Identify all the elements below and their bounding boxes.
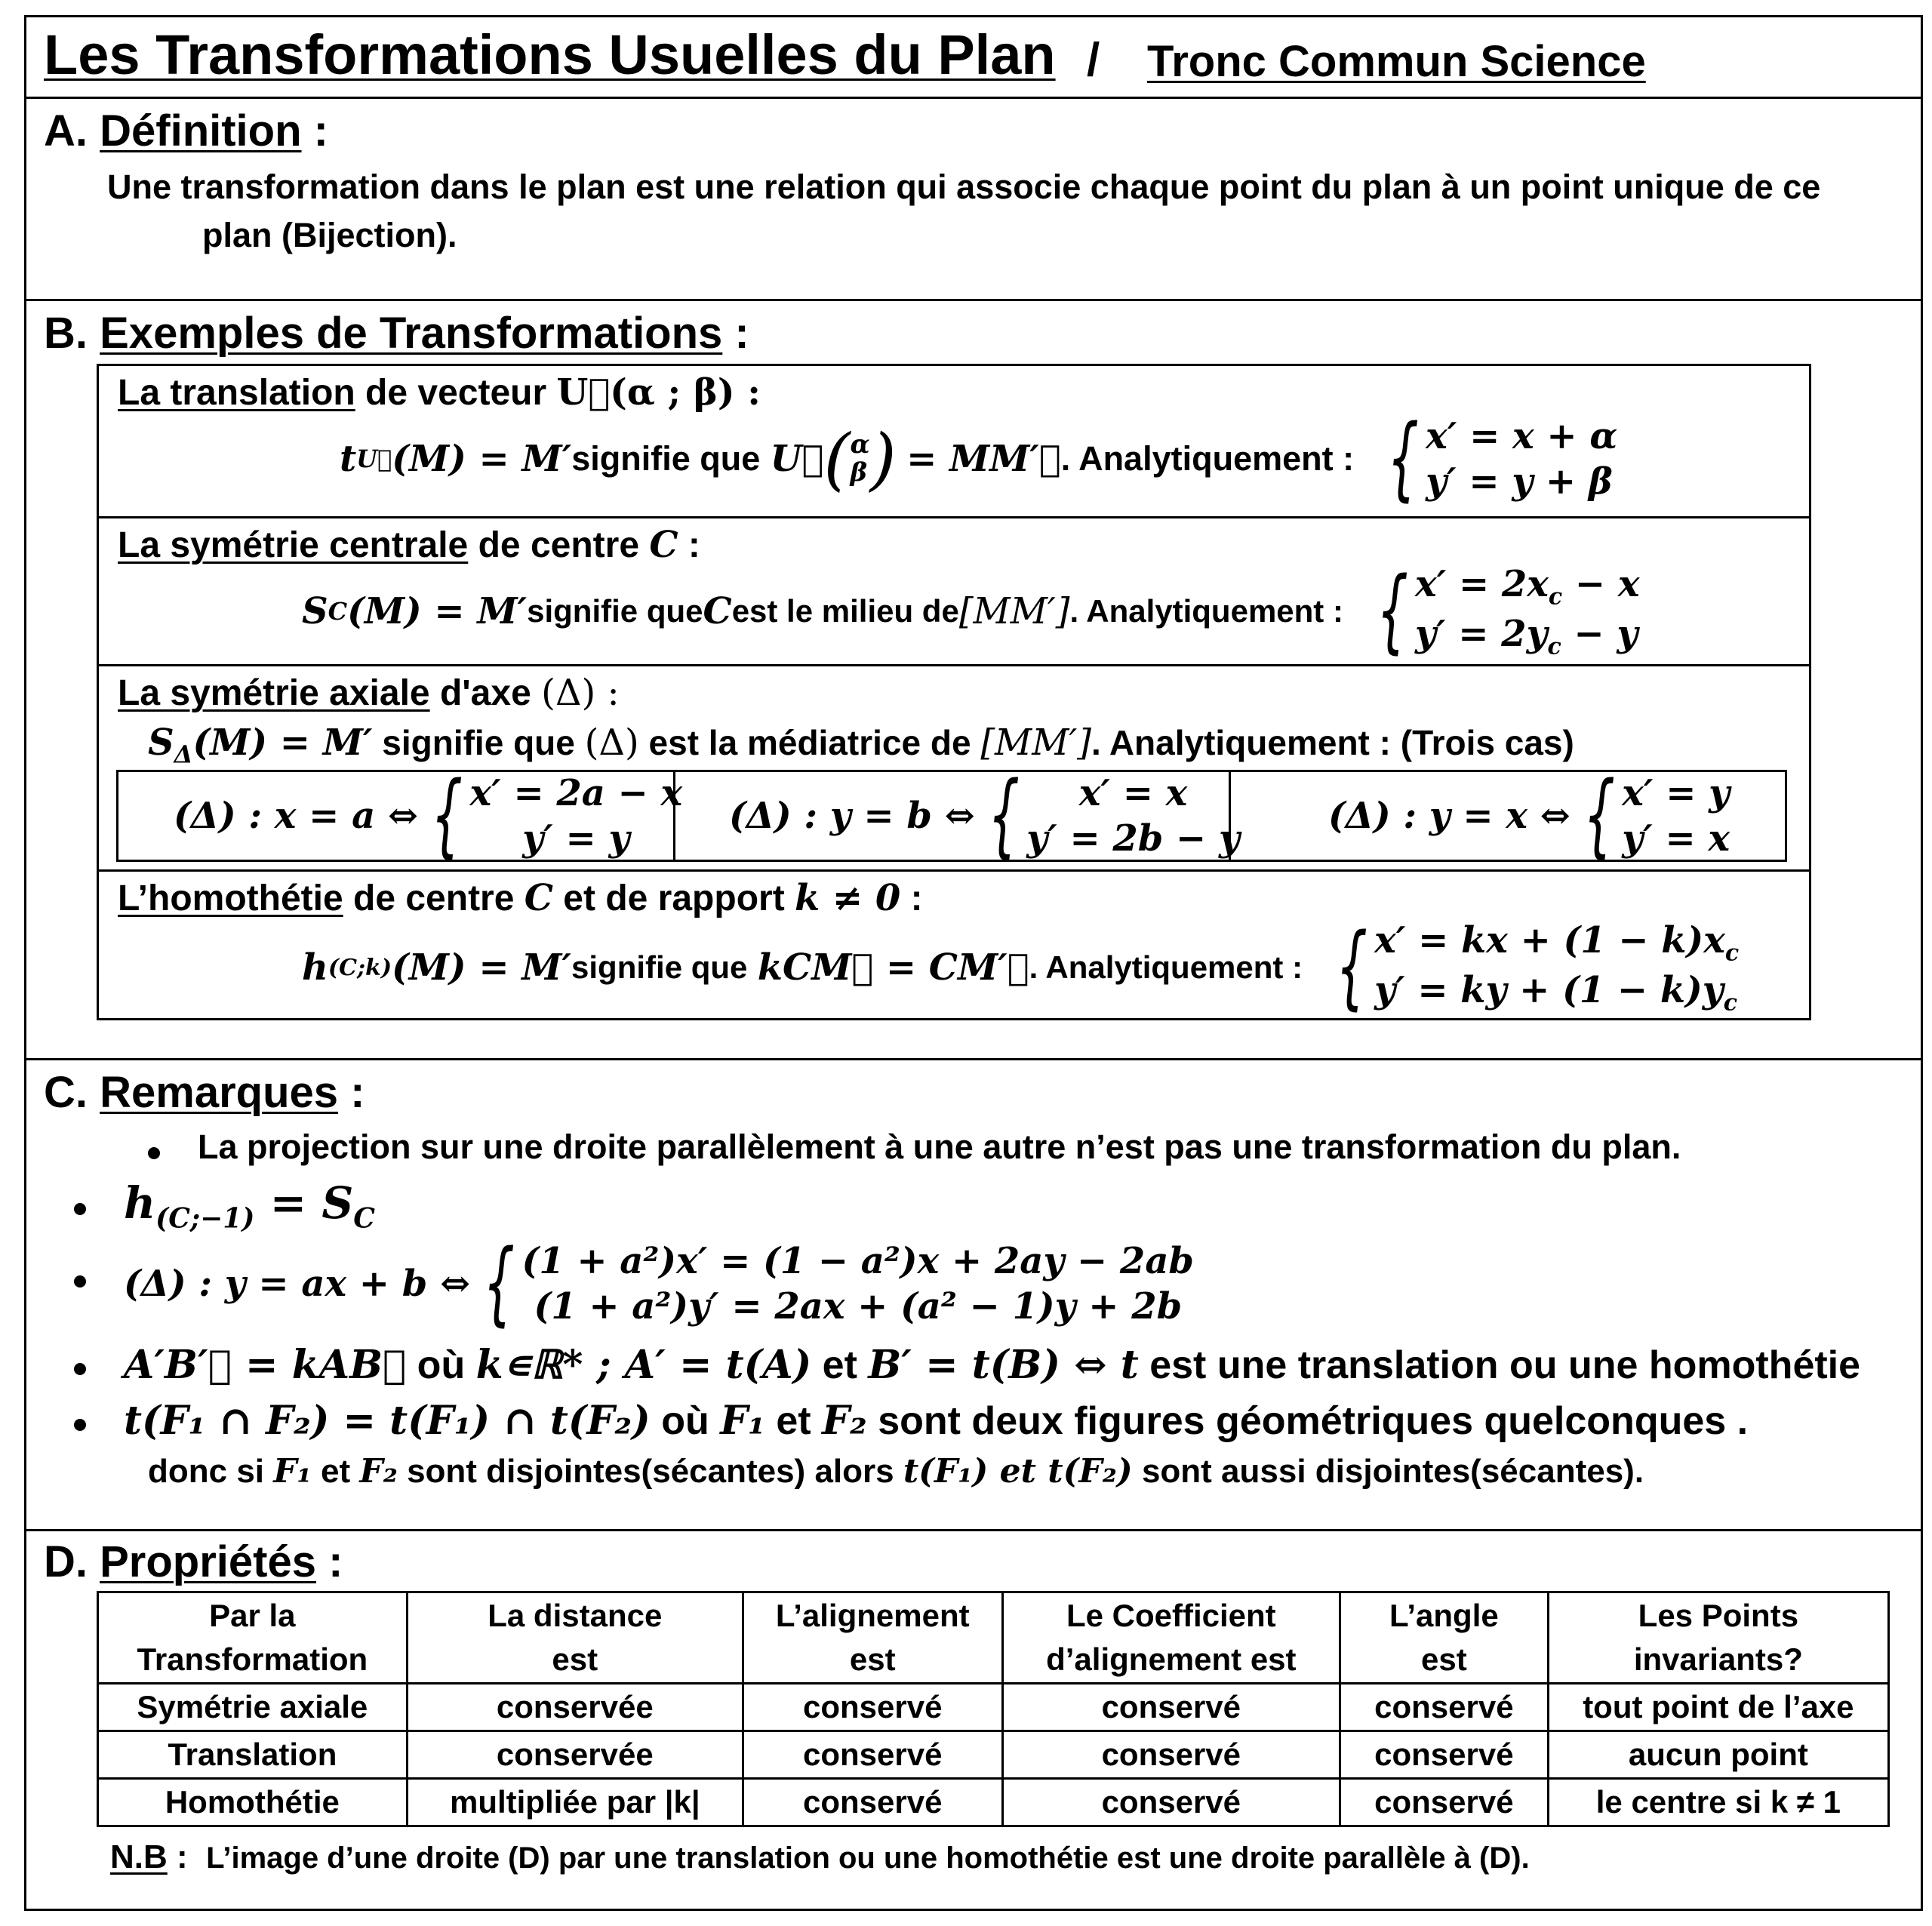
- central-symmetry-heading: La symétrie centrale de centre C :: [118, 524, 700, 566]
- table-header-cell: Par la Transformation: [98, 1592, 408, 1684]
- table-header-row: [98, 1592, 1889, 1684]
- remark-3: (Δ) : y = ax + b ⇔ { (1 + a²)x′ = (1 − a²)x + 2ay − 2ab (1 + a²)y′ = 2ax + (a² − 1)y + 2b: [124, 1231, 1194, 1336]
- divider: [97, 664, 1811, 666]
- table-cell: le centre si k ≠ 1: [1548, 1779, 1888, 1826]
- divider: [97, 516, 1811, 518]
- title-separator: /: [1087, 34, 1100, 86]
- axial-case-2: (Δ) : y = b ⇔ { x′ = x y′ = 2b − y: [729, 763, 1240, 868]
- bullet-icon: [74, 1275, 86, 1288]
- page-subtitle: Tronc Commun Science: [1147, 37, 1646, 86]
- table-header-cell: L’alignement est: [743, 1592, 1002, 1684]
- table-header-cell: La distance est: [407, 1592, 743, 1684]
- table-cell: conservé: [1340, 1779, 1549, 1826]
- remark-2: $h_{(C;-1)} = S_C$: [124, 1177, 375, 1235]
- bullet-icon: [74, 1203, 86, 1215]
- table-cell: conservé: [1002, 1779, 1340, 1826]
- homothety-formula: h (C;k) (M) = M′ signifie que kCM⃗ = CM′⃗ . Analytiquement : { x′ = kx + $(1 - k)x_c$ y′ = ky + $(1 - k)y_c$: [302, 915, 1740, 1020]
- table-cell: conservée: [407, 1731, 743, 1779]
- bullet-icon: [148, 1147, 160, 1159]
- table-cell: Symétrie axiale: [98, 1684, 408, 1731]
- table-cell: conservé: [1340, 1684, 1549, 1731]
- table-cell: conservé: [743, 1779, 1002, 1826]
- table-row: [98, 1731, 1889, 1779]
- section-d-heading: D. Propriétés :: [44, 1537, 343, 1586]
- table-cell: Homothétie: [98, 1779, 408, 1826]
- axial-case-1: (Δ) : x = a ⇔ { x′ = 2a − x y′ = y: [174, 763, 683, 868]
- bullet-icon: [74, 1419, 86, 1431]
- axial-case-3: (Δ) : y = x ⇔ { x′ = y y′ = x: [1328, 763, 1730, 868]
- table-cell: multipliée par |k|: [407, 1779, 743, 1826]
- divider: [97, 869, 1811, 872]
- divider: [24, 97, 1923, 99]
- table-row: [98, 1779, 1889, 1826]
- table-header-cell: Le Coefficient d’alignement est: [1002, 1592, 1340, 1684]
- divider: [24, 299, 1923, 301]
- remark-5: t(F₁ ∩ F₂) = t(F₁) ∩ t(F₂) où F₁ et F₂ sont deux figures géométriques quelconques .: [124, 1398, 1749, 1444]
- table-cell: aucun point: [1548, 1731, 1888, 1779]
- table-header-cell: Les Points invariants?: [1548, 1592, 1888, 1684]
- table-cell: tout point de l’axe: [1548, 1684, 1888, 1731]
- translation-formula: t U⃗ (M) = M′ signifie que U⃗ ( α β ) = MM′⃗ . Analytiquement : { x′ = x + α y′ = y + β: [340, 406, 1618, 511]
- table-cell: conservée: [407, 1684, 743, 1731]
- divider: [24, 1529, 1923, 1531]
- section-c-heading: C. Remarques :: [44, 1068, 365, 1117]
- table-row: [98, 1684, 1889, 1731]
- table-cell: conservé: [743, 1684, 1002, 1731]
- axial-symmetry-heading: La symétrie axiale d'axe (Δ) :: [118, 672, 620, 714]
- table-cell: conservé: [1002, 1731, 1340, 1779]
- table-cell: conservé: [1340, 1731, 1549, 1779]
- table-cell: conservé: [743, 1731, 1002, 1779]
- properties-table: [97, 1591, 1890, 1827]
- remark-1: La projection sur une droite parallèlement à une autre n’est pas une transformation du plan.: [198, 1128, 1681, 1166]
- axial-symmetry-formula: $S_\Delta(M) = M'$ signifie que (Δ) est la médiatrice de [MM′]. Analytiquement : (Trois cas): [148, 721, 1574, 769]
- central-symmetry-formula: S C (M) = M′ signifie que C est le milieu de [MM′] . Analytiquement : { $x' = 2x_c - x$ $y' = 2y_c - y$: [302, 558, 1640, 663]
- remark-5-continuation: donc si F₁ et F₂ sont disjointes(sécantes) alors t(F₁) et t(F₂) sont aussi disjointes(sécantes).: [148, 1452, 1644, 1491]
- table-header-cell: L’angle est: [1340, 1592, 1549, 1684]
- definition-line-1: Une transformation dans le plan est une relation qui associe chaque point du plan à un point unique de ce: [107, 168, 1821, 206]
- table-cell: Translation: [98, 1731, 408, 1779]
- definition-line-2: plan (Bijection).: [202, 216, 457, 254]
- section-b-heading: B. Exemples de Transformations :: [44, 309, 749, 358]
- nb-note: N.B : L’image d’une droite (D) par une translation ou une homothétie est une droite parallèle à (D).: [110, 1838, 1530, 1875]
- remark-4: A′B′⃗ = kAB⃗ où k∊ℝ* ; A′ = t(A) et B′ = t(B) ⇔ t est une translation ou une homothétie: [124, 1342, 1861, 1388]
- bullet-icon: [74, 1363, 86, 1375]
- divider: [24, 1058, 1923, 1060]
- page-title: Les Transformations Usuelles du Plan: [44, 23, 1056, 86]
- section-a-heading: A. Définition :: [44, 106, 328, 155]
- homothety-heading: L’homothétie de centre C et de rapport k ≠ 0 :: [118, 877, 923, 919]
- table-cell: conservé: [1002, 1684, 1340, 1731]
- translation-heading: La translation de vecteur U⃗(α ; β) :: [118, 371, 761, 414]
